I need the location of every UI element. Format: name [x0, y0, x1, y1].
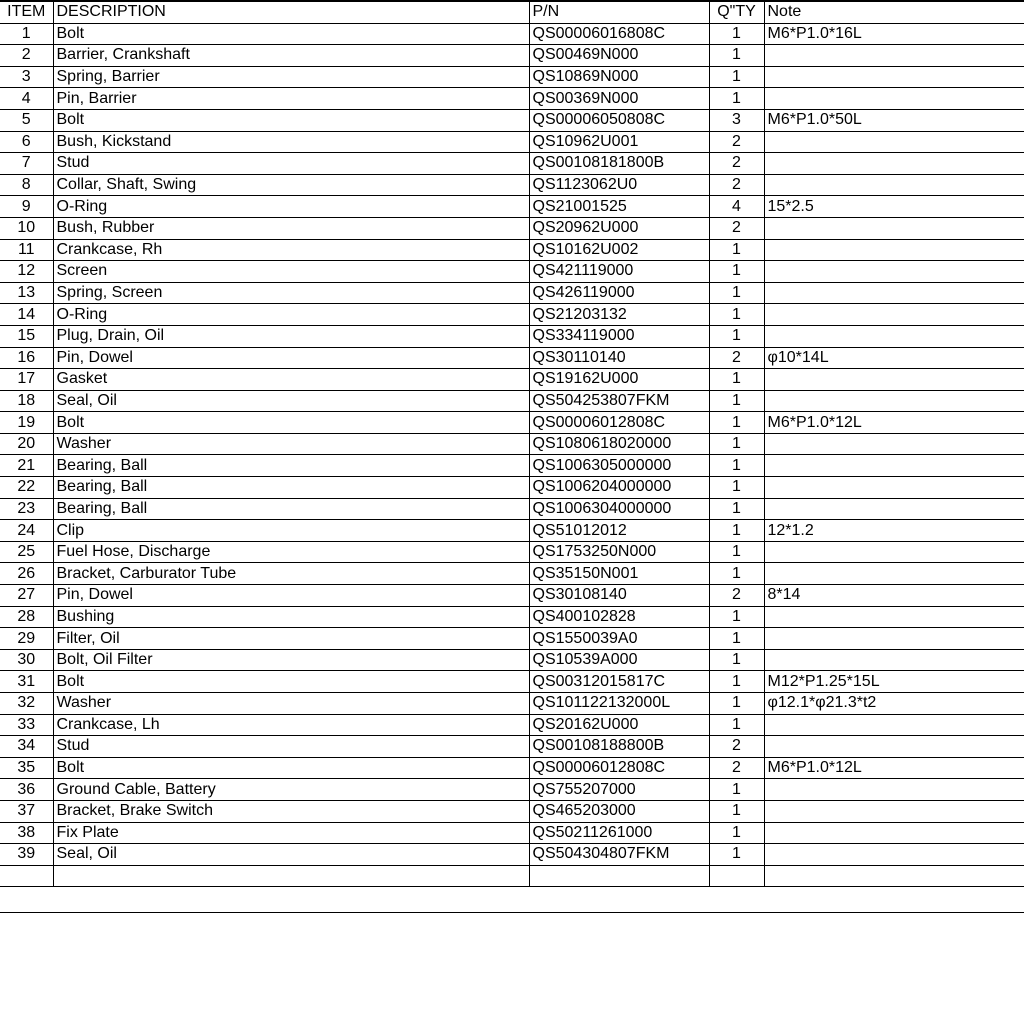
cell-part-number: QS30108140 [529, 585, 709, 607]
cell-item: 17 [0, 369, 53, 391]
cell-part-number: QS1006204000000 [529, 477, 709, 499]
cell-quantity: 1 [709, 369, 764, 391]
table-row [0, 714, 1024, 736]
cell-note [764, 239, 1024, 261]
cell-description: Bush, Rubber [53, 217, 529, 239]
cell-part-number: QS00469N000 [529, 45, 709, 67]
bottom-rule [0, 912, 1024, 913]
cell-note [764, 455, 1024, 477]
cell-part-number: QS50211261000 [529, 822, 709, 844]
cell-item: 8 [0, 174, 53, 196]
table-row [0, 390, 1024, 412]
cell-note [764, 282, 1024, 304]
cell-item: 35 [0, 757, 53, 779]
cell-quantity: 1 [709, 563, 764, 585]
cell-quantity: 1 [709, 282, 764, 304]
table-row [0, 23, 1024, 45]
cell-part-number: QS00006050808C [529, 109, 709, 131]
cell-part-number: QS00006016808C [529, 23, 709, 45]
cell-item: 24 [0, 520, 53, 542]
cell-description: Bolt [53, 671, 529, 693]
cell-part-number: QS00108188800B [529, 736, 709, 758]
cell-item: 10 [0, 217, 53, 239]
cell-item: 27 [0, 585, 53, 607]
cell-description: Bolt [53, 109, 529, 131]
cell-item: 22 [0, 477, 53, 499]
table-row [0, 217, 1024, 239]
cell-part-number: QS21001525 [529, 196, 709, 218]
cell-description: Bush, Kickstand [53, 131, 529, 153]
cell-item: 15 [0, 325, 53, 347]
cell-note [764, 844, 1024, 866]
cell-part-number: QS10869N000 [529, 66, 709, 88]
cell-note [764, 498, 1024, 520]
cell-note: M6*P1.0*16L [764, 23, 1024, 45]
cell-note: 8*14 [764, 585, 1024, 607]
table-row [0, 628, 1024, 650]
cell-quantity: 1 [709, 23, 764, 45]
empty-cell [709, 865, 764, 887]
cell-quantity: 2 [709, 174, 764, 196]
cell-quantity: 1 [709, 671, 764, 693]
cell-part-number: QS504253807FKM [529, 390, 709, 412]
header-part-number: P/N [529, 1, 709, 23]
cell-description: Screen [53, 261, 529, 283]
empty-cell [529, 865, 709, 887]
table-row [0, 304, 1024, 326]
table-row [0, 844, 1024, 866]
cell-note [764, 563, 1024, 585]
cell-description: Bearing, Ball [53, 455, 529, 477]
cell-item: 28 [0, 606, 53, 628]
cell-item: 26 [0, 563, 53, 585]
cell-item: 1 [0, 23, 53, 45]
cell-item: 30 [0, 649, 53, 671]
cell-description: Plug, Drain, Oil [53, 325, 529, 347]
cell-note [764, 369, 1024, 391]
cell-quantity: 1 [709, 606, 764, 628]
cell-part-number: QS504304807FKM [529, 844, 709, 866]
cell-note [764, 736, 1024, 758]
cell-part-number: QS421119000 [529, 261, 709, 283]
cell-description: Fix Plate [53, 822, 529, 844]
cell-quantity: 1 [709, 800, 764, 822]
table-row [0, 606, 1024, 628]
cell-note: M12*P1.25*15L [764, 671, 1024, 693]
cell-part-number: QS19162U000 [529, 369, 709, 391]
cell-part-number: QS00006012808C [529, 757, 709, 779]
cell-description: Clip [53, 520, 529, 542]
table-row [0, 109, 1024, 131]
cell-quantity: 1 [709, 779, 764, 801]
cell-quantity: 2 [709, 736, 764, 758]
cell-part-number: QS10162U002 [529, 239, 709, 261]
cell-part-number: QS334119000 [529, 325, 709, 347]
cell-note [764, 66, 1024, 88]
cell-part-number: QS1080618020000 [529, 433, 709, 455]
cell-item: 31 [0, 671, 53, 693]
cell-note [764, 390, 1024, 412]
cell-description: Bolt, Oil Filter [53, 649, 529, 671]
cell-quantity: 1 [709, 390, 764, 412]
cell-part-number: QS101122132000L [529, 693, 709, 715]
table-row [0, 693, 1024, 715]
table-row [0, 433, 1024, 455]
cell-item: 9 [0, 196, 53, 218]
cell-description: Pin, Barrier [53, 88, 529, 110]
cell-note [764, 541, 1024, 563]
cell-description: Washer [53, 693, 529, 715]
cell-description: Collar, Shaft, Swing [53, 174, 529, 196]
table-row [0, 498, 1024, 520]
cell-item: 20 [0, 433, 53, 455]
table-row [0, 45, 1024, 67]
cell-item: 5 [0, 109, 53, 131]
cell-description: Pin, Dowel [53, 347, 529, 369]
cell-part-number: QS465203000 [529, 800, 709, 822]
cell-quantity: 1 [709, 498, 764, 520]
cell-description: Barrier, Crankshaft [53, 45, 529, 67]
table-row [0, 563, 1024, 585]
cell-part-number: QS35150N001 [529, 563, 709, 585]
cell-item: 7 [0, 153, 53, 175]
cell-description: Seal, Oil [53, 844, 529, 866]
cell-quantity: 1 [709, 304, 764, 326]
cell-note [764, 606, 1024, 628]
cell-item: 33 [0, 714, 53, 736]
table-row [0, 736, 1024, 758]
table-row [0, 585, 1024, 607]
cell-item: 13 [0, 282, 53, 304]
cell-part-number: QS1006305000000 [529, 455, 709, 477]
table-row [0, 131, 1024, 153]
cell-quantity: 1 [709, 239, 764, 261]
cell-description: Washer [53, 433, 529, 455]
cell-item: 37 [0, 800, 53, 822]
table-row [0, 369, 1024, 391]
cell-description: Bolt [53, 757, 529, 779]
cell-item: 38 [0, 822, 53, 844]
cell-item: 36 [0, 779, 53, 801]
table-row [0, 671, 1024, 693]
cell-quantity: 1 [709, 822, 764, 844]
cell-quantity: 1 [709, 714, 764, 736]
cell-note [764, 649, 1024, 671]
cell-quantity: 2 [709, 347, 764, 369]
cell-quantity: 1 [709, 455, 764, 477]
cell-part-number: QS51012012 [529, 520, 709, 542]
cell-note [764, 714, 1024, 736]
header-quantity: Q"TY [709, 1, 764, 23]
cell-description: Crankcase, Lh [53, 714, 529, 736]
cell-note [764, 88, 1024, 110]
table-row [0, 779, 1024, 801]
cell-part-number: QS00006012808C [529, 412, 709, 434]
cell-note [764, 153, 1024, 175]
cell-note [764, 433, 1024, 455]
empty-cell [0, 865, 53, 887]
cell-note: M6*P1.0*50L [764, 109, 1024, 131]
cell-quantity: 1 [709, 261, 764, 283]
header-item: ITEM [0, 1, 53, 23]
cell-quantity: 1 [709, 844, 764, 866]
cell-note: M6*P1.0*12L [764, 757, 1024, 779]
cell-quantity: 2 [709, 217, 764, 239]
table-row [0, 800, 1024, 822]
cell-quantity: 1 [709, 520, 764, 542]
cell-note [764, 45, 1024, 67]
table-row [0, 66, 1024, 88]
cell-part-number: QS21203132 [529, 304, 709, 326]
cell-part-number: QS30110140 [529, 347, 709, 369]
cell-description: Crankcase, Rh [53, 239, 529, 261]
cell-item: 18 [0, 390, 53, 412]
table-row [0, 261, 1024, 283]
cell-description: Bracket, Carburator Tube [53, 563, 529, 585]
header-note: Note [764, 1, 1024, 23]
cell-description: Bolt [53, 412, 529, 434]
cell-description: Fuel Hose, Discharge [53, 541, 529, 563]
cell-description: Gasket [53, 369, 529, 391]
cell-description: Bushing [53, 606, 529, 628]
cell-quantity: 1 [709, 433, 764, 455]
cell-item: 11 [0, 239, 53, 261]
cell-part-number: QS00108181800B [529, 153, 709, 175]
cell-item: 3 [0, 66, 53, 88]
table-row [0, 477, 1024, 499]
header-row [0, 1, 1024, 23]
cell-note [764, 217, 1024, 239]
cell-description: Bracket, Brake Switch [53, 800, 529, 822]
table-row [0, 153, 1024, 175]
cell-quantity: 1 [709, 628, 764, 650]
cell-note [764, 304, 1024, 326]
cell-description: Stud [53, 736, 529, 758]
cell-description: Spring, Screen [53, 282, 529, 304]
cell-note: 12*1.2 [764, 520, 1024, 542]
cell-item: 34 [0, 736, 53, 758]
cell-item: 25 [0, 541, 53, 563]
table-row [0, 541, 1024, 563]
cell-note: φ10*14L [764, 347, 1024, 369]
cell-note [764, 325, 1024, 347]
cell-part-number: QS426119000 [529, 282, 709, 304]
cell-item: 23 [0, 498, 53, 520]
cell-description: Ground Cable, Battery [53, 779, 529, 801]
table-row [0, 649, 1024, 671]
cell-quantity: 1 [709, 45, 764, 67]
table-row [0, 174, 1024, 196]
cell-quantity: 1 [709, 649, 764, 671]
cell-quantity: 1 [709, 325, 764, 347]
cell-quantity: 2 [709, 757, 764, 779]
cell-note [764, 800, 1024, 822]
table-row [0, 822, 1024, 844]
cell-description: Filter, Oil [53, 628, 529, 650]
cell-description: Seal, Oil [53, 390, 529, 412]
cell-note [764, 261, 1024, 283]
cell-quantity: 3 [709, 109, 764, 131]
cell-description: Bolt [53, 23, 529, 45]
cell-note [764, 628, 1024, 650]
cell-item: 19 [0, 412, 53, 434]
cell-item: 21 [0, 455, 53, 477]
cell-description: O-Ring [53, 196, 529, 218]
cell-note: φ12.1*φ21.3*t2 [764, 693, 1024, 715]
cell-quantity: 2 [709, 131, 764, 153]
cell-quantity: 1 [709, 477, 764, 499]
cell-quantity: 1 [709, 66, 764, 88]
cell-part-number: QS20162U000 [529, 714, 709, 736]
cell-part-number: QS00312015817C [529, 671, 709, 693]
table-row [0, 455, 1024, 477]
cell-quantity: 2 [709, 585, 764, 607]
cell-quantity: 4 [709, 196, 764, 218]
cell-item: 29 [0, 628, 53, 650]
cell-part-number: QS1123062U0 [529, 174, 709, 196]
cell-item: 12 [0, 261, 53, 283]
empty-cell [53, 865, 529, 887]
table-row [0, 239, 1024, 261]
cell-description: O-Ring [53, 304, 529, 326]
cell-part-number: QS400102828 [529, 606, 709, 628]
table-row [0, 757, 1024, 779]
cell-item: 2 [0, 45, 53, 67]
cell-note [764, 131, 1024, 153]
cell-part-number: QS00369N000 [529, 88, 709, 110]
cell-quantity: 2 [709, 153, 764, 175]
cell-description: Stud [53, 153, 529, 175]
cell-description: Pin, Dowel [53, 585, 529, 607]
cell-item: 6 [0, 131, 53, 153]
table-row [0, 412, 1024, 434]
cell-quantity: 1 [709, 541, 764, 563]
table-row [0, 88, 1024, 110]
cell-note: 15*2.5 [764, 196, 1024, 218]
empty-cell [764, 865, 1024, 887]
cell-part-number: QS1550039A0 [529, 628, 709, 650]
table-row [0, 325, 1024, 347]
table-row [0, 282, 1024, 304]
parts-table-body [0, 23, 1024, 887]
cell-note [764, 779, 1024, 801]
cell-description: Spring, Barrier [53, 66, 529, 88]
table-row [0, 347, 1024, 369]
cell-quantity: 1 [709, 412, 764, 434]
cell-quantity: 1 [709, 88, 764, 110]
cell-item: 32 [0, 693, 53, 715]
cell-item: 14 [0, 304, 53, 326]
cell-description: Bearing, Ball [53, 498, 529, 520]
cell-part-number: QS1753250N000 [529, 541, 709, 563]
cell-note: M6*P1.0*12L [764, 412, 1024, 434]
cell-part-number: QS10539A000 [529, 649, 709, 671]
empty-row [0, 865, 1024, 887]
cell-part-number: QS755207000 [529, 779, 709, 801]
cell-description: Bearing, Ball [53, 477, 529, 499]
cell-note [764, 822, 1024, 844]
cell-item: 4 [0, 88, 53, 110]
header-description: DESCRIPTION [53, 1, 529, 23]
cell-item: 16 [0, 347, 53, 369]
cell-part-number: QS1006304000000 [529, 498, 709, 520]
cell-quantity: 1 [709, 693, 764, 715]
cell-note [764, 174, 1024, 196]
table-row [0, 520, 1024, 542]
cell-item: 39 [0, 844, 53, 866]
cell-part-number: QS20962U000 [529, 217, 709, 239]
table-row [0, 196, 1024, 218]
cell-note [764, 477, 1024, 499]
cell-part-number: QS10962U001 [529, 131, 709, 153]
